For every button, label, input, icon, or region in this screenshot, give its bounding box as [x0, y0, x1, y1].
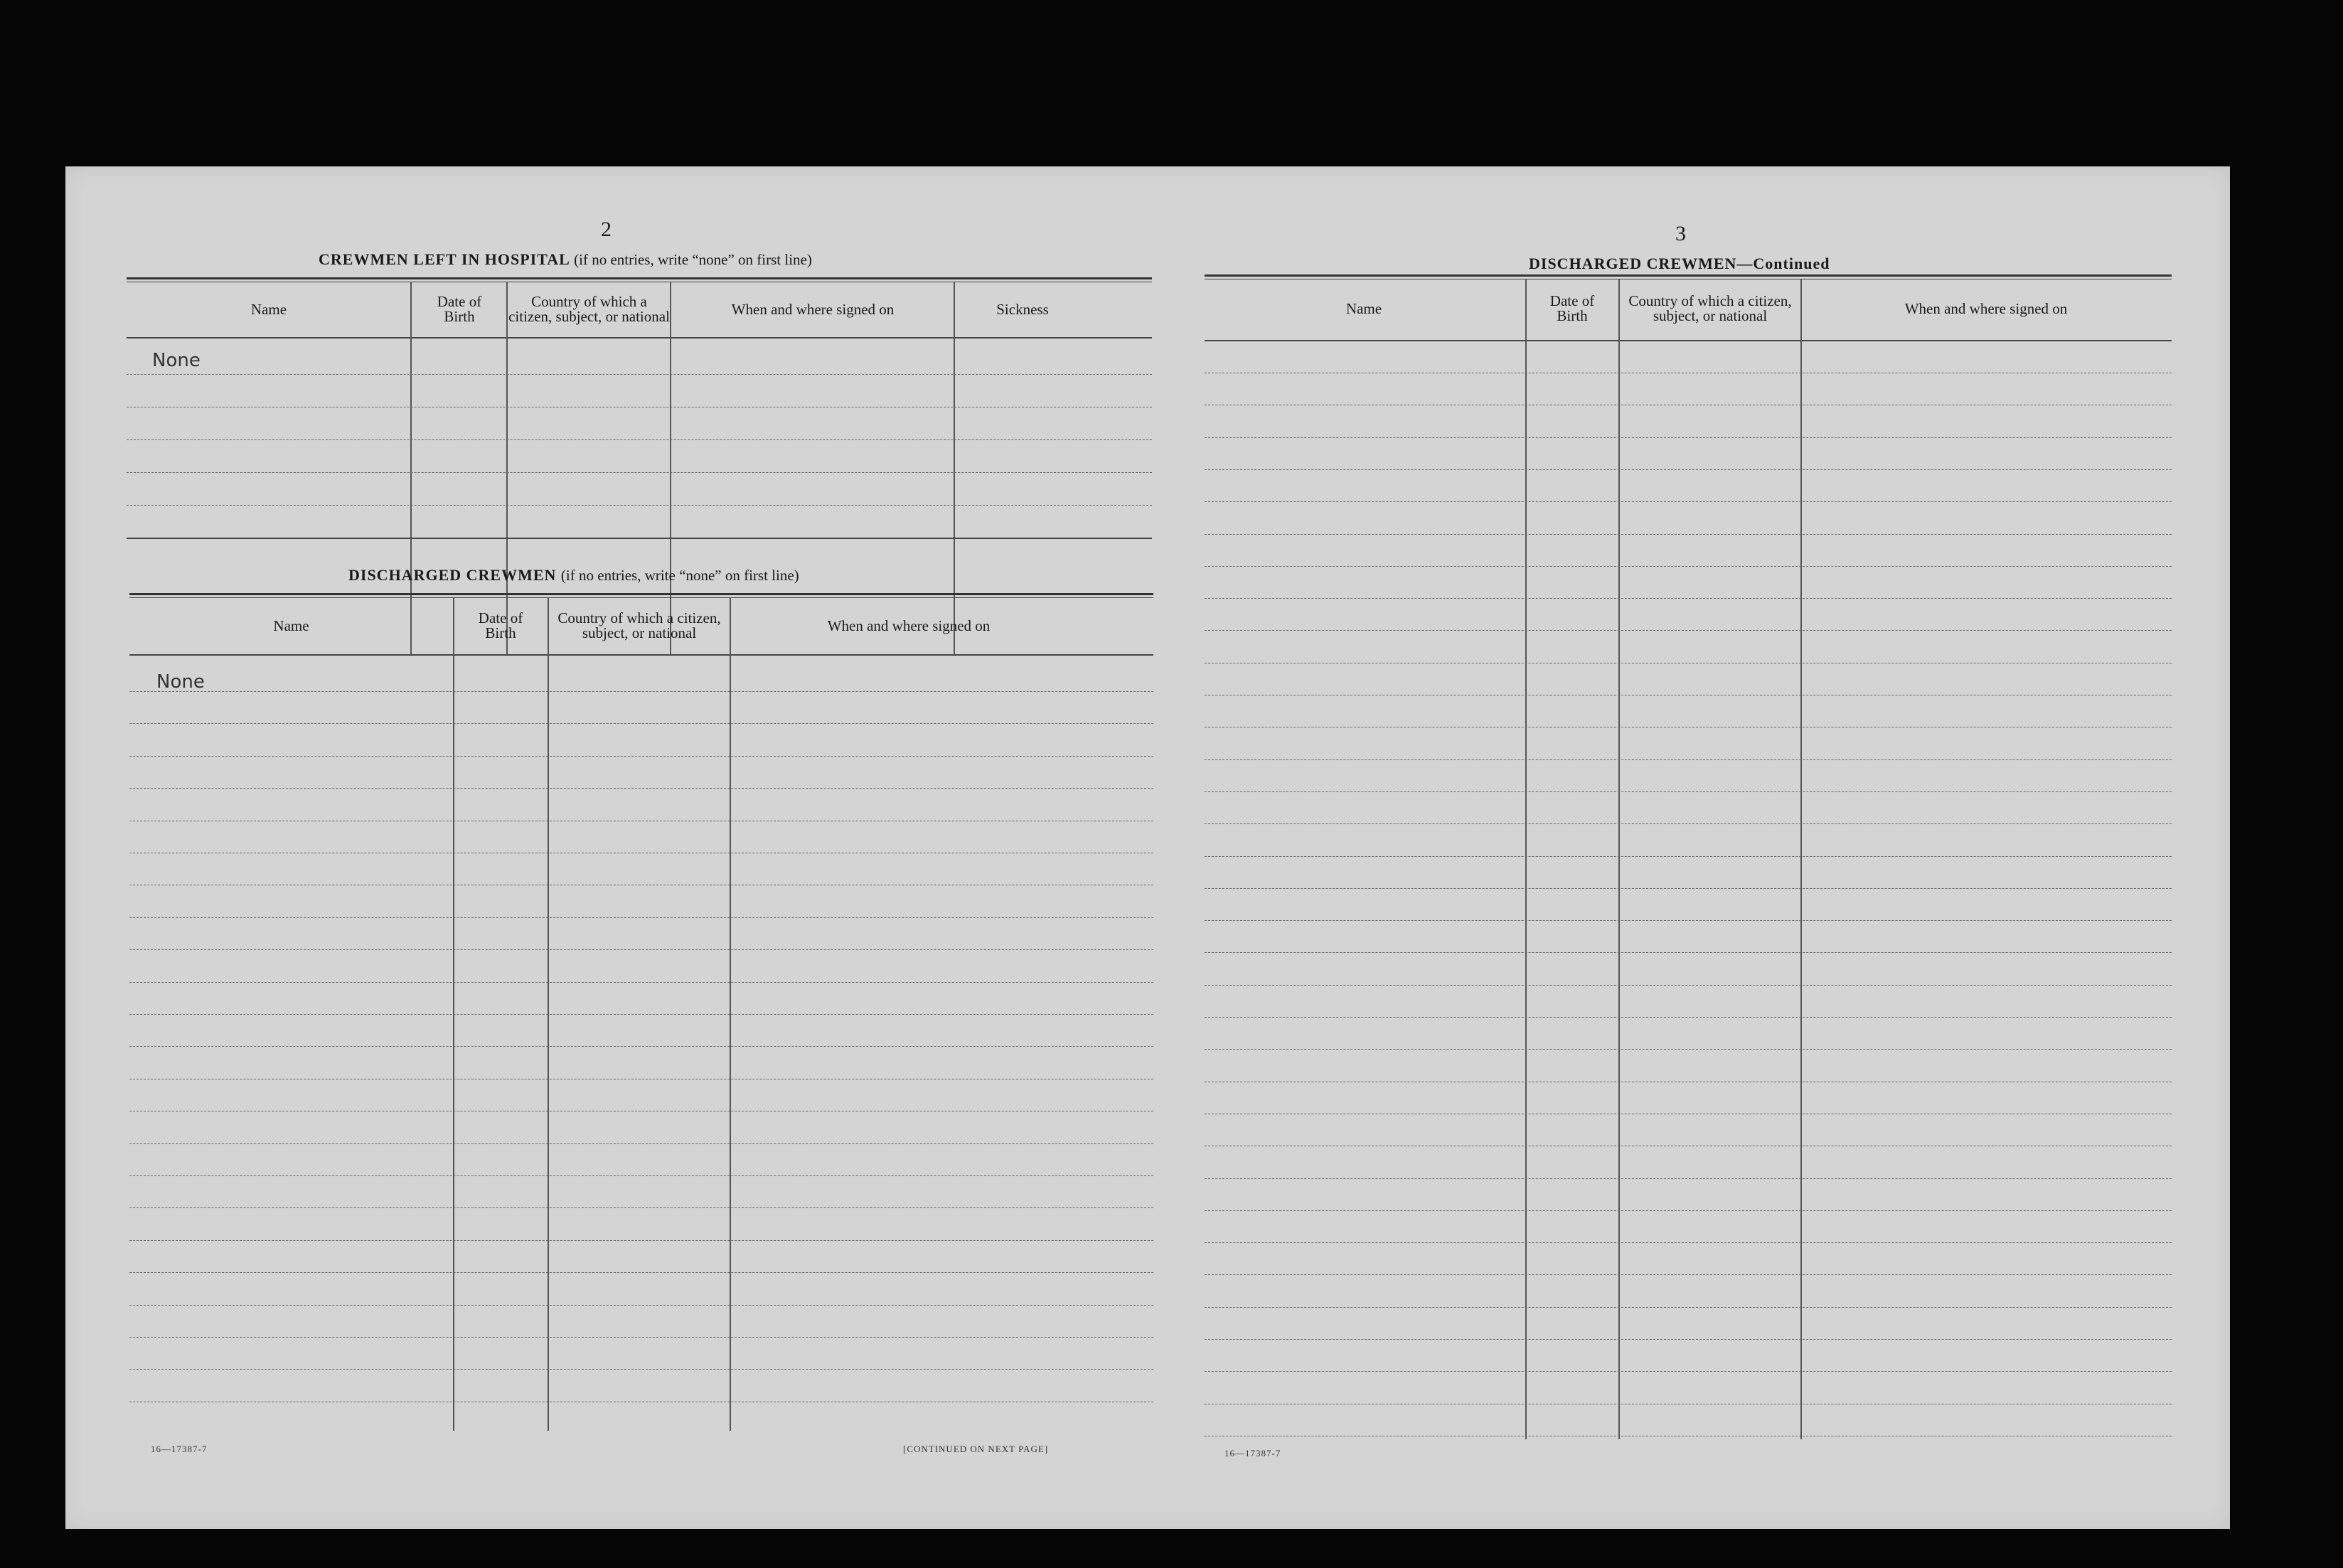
discharged-header-bottom	[129, 654, 1153, 656]
ruled-line	[129, 723, 1153, 724]
ruled-line	[1205, 501, 2172, 502]
ruled-line	[129, 1369, 1153, 1370]
hospital-col-signed-on: When and where signed on	[731, 300, 895, 318]
right-section-title: DISCHARGED CREWMEN—Continued	[1529, 255, 1830, 272]
discharged-entry-name: None	[156, 671, 205, 693]
right-col-dob-text: Date of Birth	[1549, 292, 1595, 324]
hospital-row-line	[127, 472, 1152, 473]
discharged-col-dob-text: Date of Birth	[478, 609, 523, 641]
ruled-line	[129, 756, 1153, 757]
ruled-line	[1205, 1178, 2172, 1179]
hospital-col-dob-text: Date of Birth	[437, 293, 482, 325]
right-top-rule	[1205, 274, 2172, 277]
ruled-line	[129, 917, 1153, 918]
hospital-top-rule	[127, 277, 1152, 279]
ruled-line	[1205, 759, 2172, 760]
ruled-line	[1205, 566, 2172, 567]
ruled-line	[1205, 598, 2172, 599]
discharged-title-note: (if no entries, write “none” on first line)	[560, 567, 799, 584]
footer-continued-note: [CONTINUED ON NEXT PAGE]	[903, 1444, 1049, 1454]
document-sheet	[65, 166, 2230, 1529]
ruled-line	[129, 1143, 1153, 1144]
footer-left-page-code: 16—17387-7	[151, 1444, 208, 1454]
ruled-line	[129, 1046, 1153, 1047]
ruled-line	[1205, 791, 2172, 792]
right-vline-2	[1618, 279, 1620, 1439]
ruled-line	[129, 1014, 1153, 1015]
ruled-line	[129, 1272, 1153, 1273]
ruled-line	[1205, 1242, 2172, 1243]
ruled-line	[129, 982, 1153, 983]
ruled-line	[1205, 1049, 2172, 1050]
ruled-line	[1205, 856, 2172, 857]
footer-right-page-code: 16—17387-7	[1224, 1448, 1281, 1458]
right-header-bottom	[1205, 340, 2172, 341]
ruled-line	[1205, 437, 2172, 438]
hospital-vline-4	[954, 282, 955, 654]
hospital-vline-3	[670, 282, 671, 654]
discharged-top-rule	[129, 593, 1153, 595]
hospital-entry-name: None	[152, 350, 201, 371]
ruled-line	[1205, 1307, 2172, 1308]
hospital-row-line	[127, 505, 1152, 506]
ruled-line	[1205, 1210, 2172, 1211]
ruled-line	[1205, 469, 2172, 470]
hospital-col-country: Country of which a citizen, subject, or national	[508, 293, 670, 325]
page-number-left: 2	[601, 218, 612, 241]
hospital-title-text: CREWMEN LEFT IN HOSPITAL	[319, 250, 570, 268]
ruled-line	[1205, 1339, 2172, 1340]
ruled-line	[1205, 985, 2172, 986]
discharged-col-dob	[454, 600, 547, 651]
hospital-col-dob	[412, 284, 507, 334]
right-vline-1	[1525, 279, 1527, 1439]
right-col-name: Name	[1345, 299, 1382, 317]
ruled-line	[1205, 630, 2172, 631]
right-col-dob	[1527, 282, 1618, 336]
ruled-line	[129, 788, 1153, 789]
ruled-line	[1205, 952, 2172, 953]
discharged-col-country: Country of which a citizen, subject, or national	[557, 609, 721, 641]
ruled-line	[129, 1175, 1153, 1176]
ruled-line	[1205, 920, 2172, 921]
ruled-line	[1205, 888, 2172, 889]
hospital-col-name: Name	[250, 300, 287, 318]
ruled-line	[129, 949, 1153, 950]
ruled-line	[1205, 534, 2172, 535]
discharged-title-text: DISCHARGED CREWMEN	[348, 566, 557, 584]
ruled-line	[129, 691, 1153, 692]
discharged-top-rule-thin	[129, 597, 1153, 598]
right-vline-3	[1800, 279, 1802, 1439]
hospital-header-bottom	[127, 337, 1152, 338]
ruled-line	[129, 1305, 1153, 1306]
hospital-title-note: (if no entries, write “none” on first line)	[574, 251, 812, 268]
ruled-line	[1205, 1274, 2172, 1275]
hospital-row-line	[127, 374, 1152, 375]
ruled-line	[129, 1337, 1153, 1338]
hospital-row-line	[127, 439, 1152, 440]
ruled-line	[1205, 1017, 2172, 1018]
page-number-right: 3	[1675, 222, 1686, 245]
ruled-line	[129, 1240, 1153, 1241]
hospital-vline-1	[410, 282, 412, 654]
hospital-vline-2	[506, 282, 508, 654]
hospital-section-title	[319, 250, 812, 269]
right-col-country: Country of which a citizen, subject, or national	[1628, 292, 1792, 324]
ruled-line	[1205, 1371, 2172, 1372]
hospital-col-sickness: Sickness	[996, 300, 1049, 318]
discharged-col-name: Name	[273, 617, 309, 634]
ruled-line	[129, 1207, 1153, 1208]
ruled-line	[1205, 823, 2172, 824]
discharged-section-title	[348, 566, 799, 585]
right-col-signed-on: When and where signed on	[1904, 299, 2068, 317]
hospital-bottom-rule	[127, 538, 1152, 539]
discharged-col-signed-on: When and where signed on	[827, 617, 991, 634]
